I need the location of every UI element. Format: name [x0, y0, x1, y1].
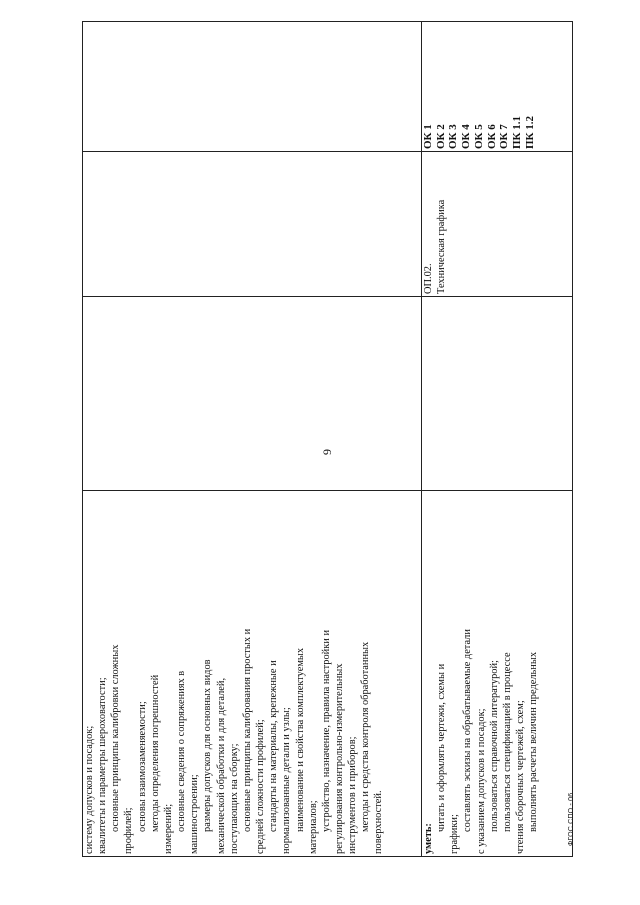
rotated-table-container	[82, 42, 572, 857]
skills-line: пользоваться справочной литературой;	[488, 660, 500, 832]
empty-cell	[83, 152, 422, 297]
knowledge-line: основные принципы калибровки сложных	[110, 644, 122, 832]
competency-code: ОК 2	[434, 124, 447, 149]
knowledge-line: механической обработки и для деталей,	[215, 677, 227, 854]
knowledge-line: поверхностей.	[373, 790, 385, 854]
knowledge-line: методы и средства контроля обработанных	[360, 641, 372, 832]
knowledge-line: квалитеты и параметры шероховатости;	[97, 677, 109, 854]
skills-line: читать и оформлять чертежи, схемы и	[436, 663, 448, 832]
table-row	[83, 22, 422, 857]
knowledge-line: устройство, назначение, правила настройки и	[320, 629, 332, 832]
competency-code: ПК 1.2	[523, 115, 536, 149]
skills-line: с указанием допусков и посадок;	[475, 708, 487, 854]
knowledge-line: средней сложности профилей;	[255, 719, 267, 854]
knowledge-line: основы взаимозаменяемости;	[136, 701, 148, 832]
knowledge-line: нормализованные детали и узлы;	[281, 707, 293, 854]
skills-line: составлять эскизы на обрабатываемые детали	[462, 629, 474, 832]
skills-line: чтения сборочных чертежей, схем;	[515, 700, 527, 854]
competency-code: ПК 1.1	[510, 115, 523, 149]
knowledge-line: стандарты на материалы, крепежные и	[268, 660, 280, 832]
skills-line: уметь:	[423, 823, 434, 854]
competency-code: ОК 7	[498, 124, 511, 149]
skills-line: графики;	[449, 814, 461, 854]
footer-standard-label: ФГОС СПО - 06	[568, 792, 575, 846]
curriculum-table	[82, 21, 573, 857]
knowledge-line: основные принципы калибрования простых и	[241, 628, 253, 832]
knowledge-line: размеры допусков для основных видов	[202, 659, 214, 832]
knowledge-line: регулирования контрольно-измерительных	[333, 663, 345, 854]
discipline-cell	[422, 152, 573, 297]
knowledge-line: измерений;	[162, 803, 174, 854]
empty-cell	[422, 297, 573, 491]
knowledge-line: поступающих на сборку;	[228, 743, 240, 854]
knowledge-line: материалов;	[307, 800, 319, 854]
knowledge-line: наименование и свойства комплектуемых	[294, 647, 306, 832]
knowledge-line: методы определения погрешностей	[149, 674, 161, 832]
page-number: 9	[320, 449, 334, 455]
discipline-code: ОП.02.	[423, 263, 434, 294]
competencies-cell	[422, 22, 573, 152]
discipline-name: Техническая графика	[436, 199, 448, 294]
skills-line: пользоваться спецификацией в процессе	[501, 652, 513, 832]
competency-code: ОК 3	[447, 124, 460, 149]
knowledge-line: инструментов и приборов;	[347, 736, 359, 854]
competency-code: ОК 1	[422, 124, 434, 149]
empty-cell	[83, 22, 422, 152]
competency-code: ОК 5	[472, 124, 485, 149]
competency-code: ОК 6	[485, 124, 498, 149]
empty-cell	[83, 297, 422, 491]
table-row	[422, 22, 573, 857]
knowledge-line: машиностроении;	[189, 774, 201, 854]
knowledge-line: профилей;	[123, 807, 135, 854]
knowledge-line: основные сведения о сопряжениях в	[176, 670, 188, 832]
knowledge-cell	[83, 491, 422, 857]
knowledge-line: систему допусков и посадок;	[84, 725, 95, 854]
competency-code: ОК 4	[460, 124, 473, 149]
skills-line: выполнять расчеты величин предельных	[528, 651, 540, 832]
skills-cell	[422, 491, 573, 857]
